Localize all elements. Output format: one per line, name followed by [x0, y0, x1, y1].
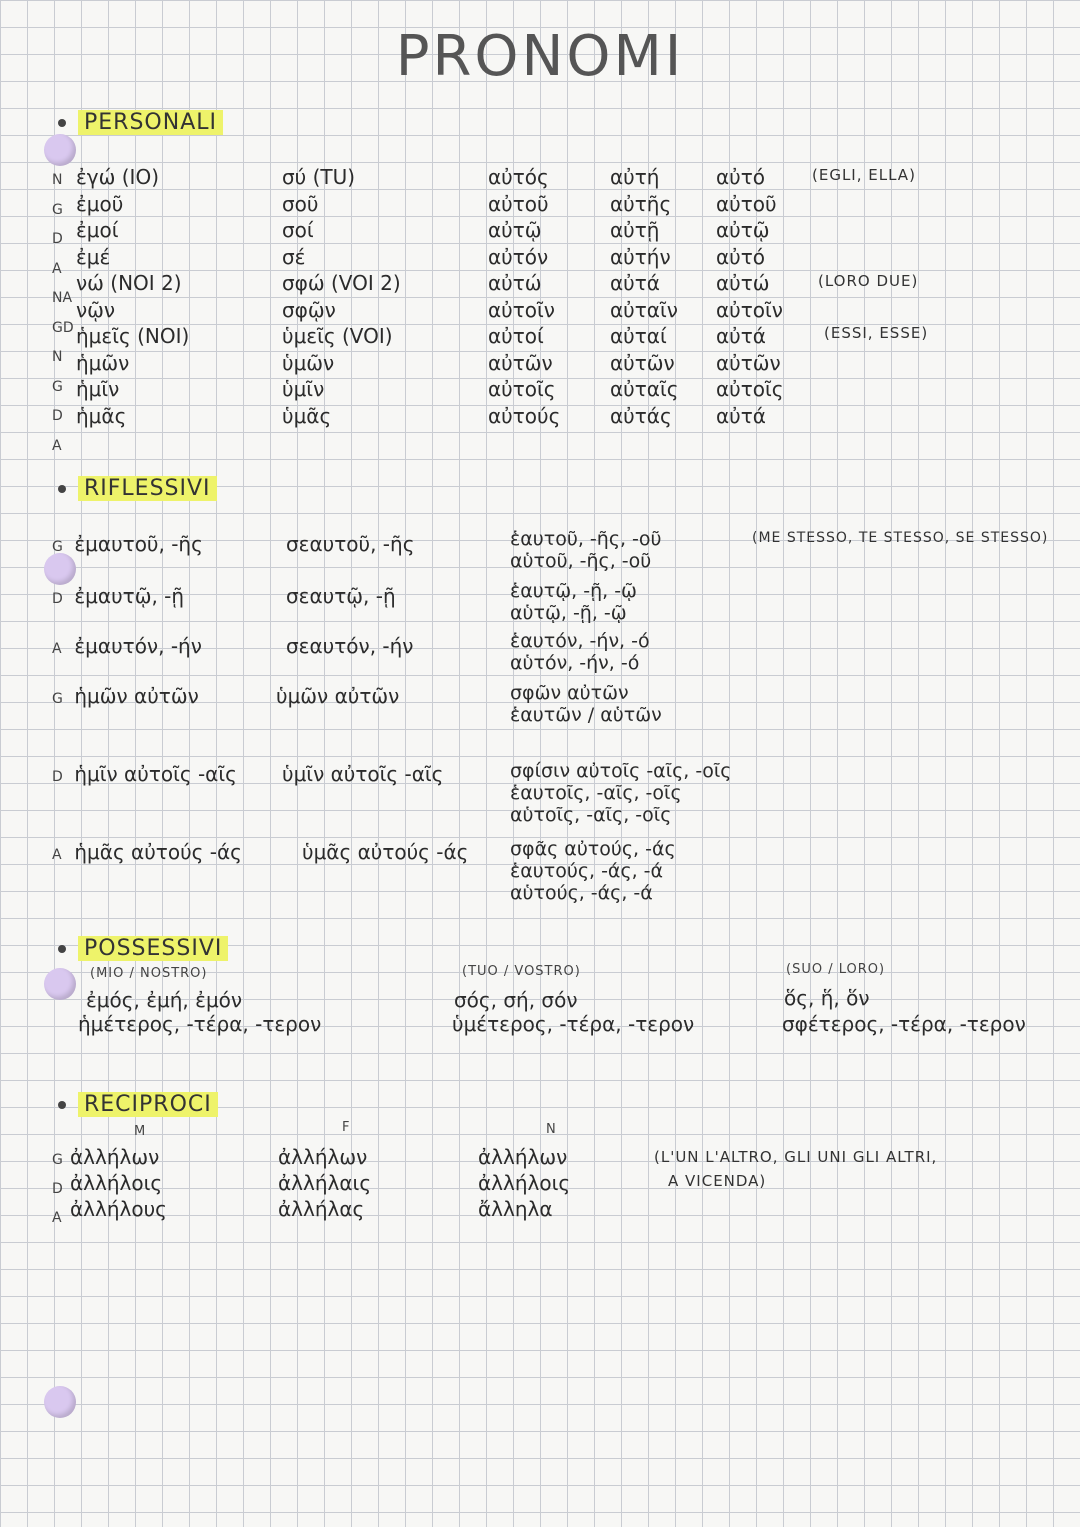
- personali-masculine: αὐτός αὐτοῦ αὐτῷ αὐτόν αὐτώ αὐτοῖν αὐτοί αὐτῶν αὐτοῖς αὐτούς: [488, 165, 561, 428]
- section-reciproci: [58, 1092, 218, 1117]
- riflessivi-row-a: A ἐμαυτόν, -ήν: [52, 634, 202, 658]
- riflessivi-gp-2: ὑμῶν αὐτῶν: [276, 684, 400, 708]
- riflessivi-g-2: σεαυτοῦ, -ῆς: [286, 532, 415, 556]
- reciproci-gender-m: M: [134, 1124, 147, 1139]
- riflessivi-dp-3: σφίσιν αὐτοῖς -αῖς, -οῖς ἑαυτοῖς, -αῖς, -οῖς αὑτοῖς, -αῖς, -οῖς: [510, 760, 732, 826]
- personali-second-person: σύ (TU) σοῦ σοί σέ σφώ (VOI 2) σφῷν ὑμεῖς (VOI) ὑμῶν ὑμῖν ὑμᾶς: [282, 165, 401, 428]
- reciproci-neuter: ἀλλήλων ἀλλήλοις ἄλληλα: [478, 1145, 571, 1221]
- riflessivi-row-ap: A ἡμᾶς αὐτούς -άς: [52, 840, 242, 864]
- reciproci-cases: G D A: [52, 1152, 63, 1226]
- possessivi-label-2: (TUO / VOSTRO): [462, 964, 581, 979]
- note-plural: (ESSI, ESSE): [824, 324, 929, 342]
- section-heading: RECIPROCI: [78, 1092, 218, 1117]
- possessivi-sg-1: ἐμός, ἐμή, ἐμόν: [86, 988, 243, 1012]
- section-riflessivi: [58, 476, 217, 501]
- binder-hole: [44, 553, 76, 585]
- bullet-icon: [58, 945, 66, 953]
- riflessivi-a-2: σεαυτόν, -ήν: [286, 634, 414, 658]
- personali-feminine: αὐτή αὐτῆς αὐτῇ αὐτήν αὐτά αὐταῖν αὐταί αὐτῶν αὐταῖς αὐτάς: [610, 165, 679, 428]
- riflessivi-row-g: G ἐμαυτοῦ, -ῆς: [52, 532, 203, 556]
- riflessivi-d-2: σεαυτῷ, -ῇ: [286, 584, 396, 608]
- riflessivi-a-3: ἑαυτόν, -ήν, -ό αὑτόν, -ήν, -ό: [510, 630, 650, 674]
- reciproci-gender-f: F: [342, 1120, 351, 1135]
- riflessivi-dp-2: ὑμῖν αὐτοῖς -αῖς: [282, 762, 444, 786]
- riflessivi-ap-2: ὑμᾶς αὐτούς -άς: [302, 840, 469, 864]
- possessivi-sg-3: ὅς, ἥ, ὅν: [784, 986, 870, 1010]
- note-dual: (LORO DUE): [818, 272, 919, 290]
- reciproci-gender-n: N: [546, 1122, 557, 1137]
- riflessivi-row-dp: D ἡμῖν αὐτοῖς -αῖς: [52, 762, 237, 786]
- binder-hole: [44, 134, 76, 166]
- riflessivi-d-3: ἑαυτῷ, -ῇ, -ῷ αὑτῷ, -ῇ, -ῷ: [510, 580, 637, 624]
- riflessivi-note: (ME STESSO, TE STESSO, SE STESSO): [752, 530, 1049, 546]
- note-singular: (EGLI, ELLA): [812, 166, 916, 184]
- page-title: PRONOMI: [395, 24, 685, 89]
- riflessivi-gp-3: σφῶν αὐτῶν ἑαυτῶν / αὑτῶν: [510, 682, 662, 726]
- reciproci-note-1: (L'UN L'ALTRO, GLI UNI GLI ALTRI,: [654, 1148, 938, 1166]
- bullet-icon: [58, 1101, 66, 1109]
- section-possessivi: [58, 936, 228, 961]
- possessivi-label-1: (MIO / NOSTRO): [90, 966, 208, 981]
- personali-first-person: ἐγώ (IO) ἐμοῦ ἐμοί ἐμέ νώ (NOI 2) νῷν ἡμεῖς (NOI) ἡμῶν ἡμῖν ἡμᾶς: [76, 165, 190, 428]
- section-heading: POSSESSIVI: [78, 936, 228, 961]
- possessivi-pl-1: ἡμέτερος, -τέρα, -τερον: [78, 1012, 322, 1036]
- possessivi-pl-3: σφέτερος, -τέρα, -τερον: [782, 1012, 1026, 1036]
- riflessivi-row-d: D ἐμαυτῷ, -ῇ: [52, 584, 185, 608]
- riflessivi-ap-3: σφᾶς αὐτούς, -άς ἑαυτούς, -άς, -ά αὑτούς, -άς, -ά: [510, 838, 676, 904]
- section-heading: PERSONALI: [78, 110, 223, 135]
- riflessivi-row-gp: G ἡμῶν αὐτῶν: [52, 684, 199, 708]
- binder-hole: [44, 968, 76, 1000]
- riflessivi-g-3: ἑαυτοῦ, -ῆς, -οῦ αὑτοῦ, -ῆς, -οῦ: [510, 528, 662, 572]
- personali-cases: N G D A NA GD N G D A: [52, 172, 74, 454]
- possessivi-sg-2: σός, σή, σόν: [454, 988, 578, 1012]
- binder-hole: [44, 1386, 76, 1418]
- bullet-icon: [58, 119, 66, 127]
- bullet-icon: [58, 485, 66, 493]
- reciproci-masculine: ἀλλήλων ἀλλήλοις ἀλλήλους: [70, 1145, 167, 1221]
- possessivi-pl-2: ὑμέτερος, -τέρα, -τερον: [452, 1012, 695, 1036]
- section-personali: [58, 110, 223, 135]
- section-heading: RIFLESSIVI: [78, 476, 217, 501]
- possessivi-label-3: (SUO / LORO): [786, 962, 886, 977]
- reciproci-feminine: ἀλλήλων ἀλλήλαις ἀλλήλας: [278, 1145, 372, 1221]
- reciproci-note-2: A VICENDA): [668, 1172, 767, 1190]
- personali-neuter: αὐτό αὐτοῦ αὐτῷ αὐτό αὐτώ αὐτοῖν αὐτά αὐτῶν αὐτοῖς αὐτά: [716, 165, 784, 428]
